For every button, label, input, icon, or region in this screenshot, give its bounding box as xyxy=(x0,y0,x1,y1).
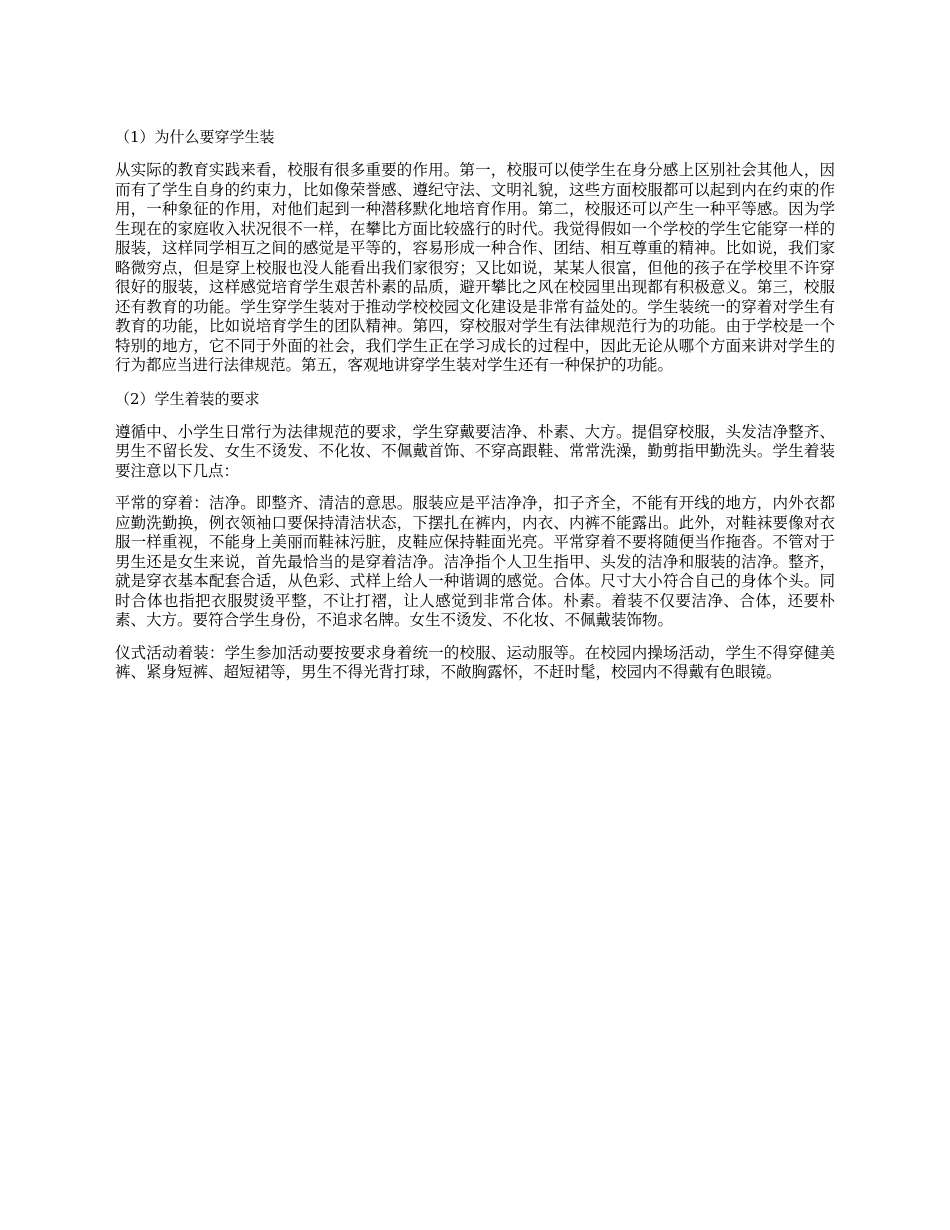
section-2-paragraph-3: 仪式活动着装：学生参加活动要按要求身着统一的校服、运动服等。在校园内操场活动，学生不得穿健美裤、紧身短裤、超短裙等，男生不得光背打球，不敞胸露怀，不赶时髦，校园内不得戴有色眼镜。 xyxy=(115,643,835,681)
section-2-heading: （2）学生着装的要求 xyxy=(115,389,260,408)
section-1-paragraph-1: 从实际的教育实践来看，校服有很多重要的作用。第一，校服可以使学生在身分感上区别社会其他人，因而有了学生自身的约束力，比如像荣誉感、遵纪守法、文明礼貌，这些方面校服都可以起到内在约束的作用，一种象征的作用，对他们起到一种潜移默化地培育作用。第二，校服还可以产生一种平等感。因为学生现在的家庭收入状况很不一样，在攀比方面比较盛行的时代。我觉得假如一个学校的学生它能穿一样的服装，这样同学相互之间的感觉是平等的，容易形成一种合作、团结、相互尊重的精神。比如说，我们家略微穷点，但是穿上校服也没人能看出我们家很穷；又比如说，某某人很富，但他的孩子在学校里不许穿很好的服装，这样感觉培育学生艰苦朴素的品质，避开攀比之风在校园里出现都有积极意义。第三，校服还有教育的功能。学生穿学生装对于推动学校校园文化建设是非常有益处的。学生装统一的穿着对学生有教育的功能，比如说培育学生的团队精神。第四，穿校服对学生有法律规范行为的功能。由于学校是一个特别的地方，它不同于外面的社会，我们学生正在学习成长的过程中，因此无论从哪个方面来讲对学生的行为都应当进行法律规范。第五，客观地讲穿学生装对学生还有一种保护的功能。 xyxy=(115,161,835,374)
document-page xyxy=(115,127,835,696)
section-1-heading: （1）为什么要穿学生装 xyxy=(115,128,275,146)
section-2-paragraph-2: 平常的穿着：洁净。即整齐、清洁的意思。服装应是平洁净净，扣子齐全，不能有开线的地方，内外衣都应勤洗勤换，例衣领袖口要保持清洁状态，下摆扎在裤内，内衣、内裤不能露出。此外，对鞋袜要像对衣服一样重视，不能身上美丽而鞋袜污脏，皮鞋应保持鞋面光亮。平常穿着不要将随便当作拖沓。不管对于男生还是女生来说，首先最恰当的是穿着洁净。洁净指个人卫生指甲、头发的洁净和服装的洁净。整齐，就是穿衣基本配套合适，从色彩、式样上给人一种谐调的感觉。合体。尺寸大小符合自己的身体个头。同时合体也指把衣服熨烫平整，不让打褶，让人感觉到非常合体。朴素。着装不仅要洁净、合体，还要朴素、大方。要符合学生身份，不追求名牌。女生不烫发、不化妆、不佩戴装饰物。 xyxy=(115,494,835,629)
section-2-paragraph-1: 遵循中、小学生日常行为法律规范的要求，学生穿戴要洁净、朴素、大方。提倡穿校服，头发洁净整齐、男生不留长发、女生不烫发、不化妆、不佩戴首饰、不穿高跟鞋、常常洗澡，勤剪指甲勤洗头。学生着装要注意以下几点： xyxy=(115,422,835,480)
